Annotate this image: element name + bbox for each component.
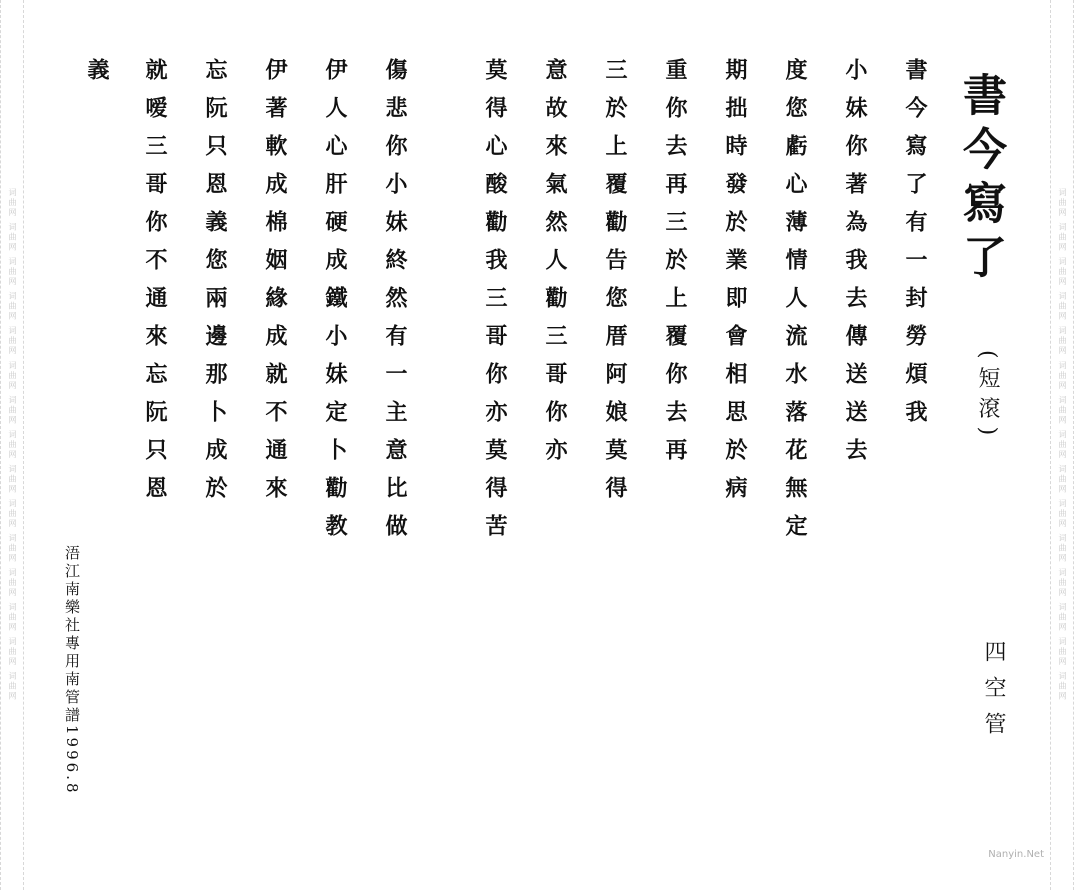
lyric-column-14: 義: [84, 58, 110, 96]
lyric-column-5: 重你去再三於上覆你去再: [662, 58, 688, 476]
lyric-column-3: 度您虧心薄情人流水落花無定: [782, 58, 808, 552]
song-title: 書今寫了: [955, 72, 1006, 288]
tuning-mode: 四空管: [981, 640, 1006, 748]
lyric-column-6: 三於上覆勸告您厝阿娘莫得: [602, 58, 628, 514]
lyric-column-2: 小妹你著為我去傳送送去: [842, 58, 868, 476]
publisher-note: 浯江南樂社專用南管譜1996.8: [63, 545, 81, 796]
lyric-column-7: 意故來氣然人勸三哥你亦: [542, 58, 568, 476]
lyric-column-10: 伊人心肝硬成鐵小妹定卜勸教: [322, 58, 348, 552]
border-watermark-right: 词曲网 词曲网 词曲网 词曲网 词曲网 词曲网 词曲网 词曲网 词曲网 词曲网 词曲网 词曲网 词曲网 词曲网 词曲网: [1050, 0, 1074, 890]
lyric-column-12: 忘阮只恩義您兩邊那卜成於: [202, 58, 228, 514]
border-watermark-left: 词曲网 词曲网 词曲网 词曲网 词曲网 词曲网 词曲网 词曲网 词曲网 词曲网 词曲网 词曲网 词曲网 词曲网 词曲网: [0, 0, 24, 890]
lyric-column-1: 書今寫了有一封勞煩我: [902, 58, 928, 438]
lyric-column-4: 期拙時發於業即會相思於病: [722, 58, 748, 514]
lyric-column-9: 傷悲你小妹終然有一主意比做: [382, 58, 408, 552]
lyric-column-13: 就嗳三哥你不通來忘阮只恩: [142, 58, 168, 514]
lyric-column-8: 莫得心酸勸我三哥你亦莫得苦: [482, 58, 508, 552]
song-subtitle: (短滾): [975, 350, 1000, 444]
lyric-column-11: 伊著軟成棉姻緣成就不通來: [262, 58, 288, 514]
site-watermark: Nanyin.Net: [988, 849, 1044, 860]
